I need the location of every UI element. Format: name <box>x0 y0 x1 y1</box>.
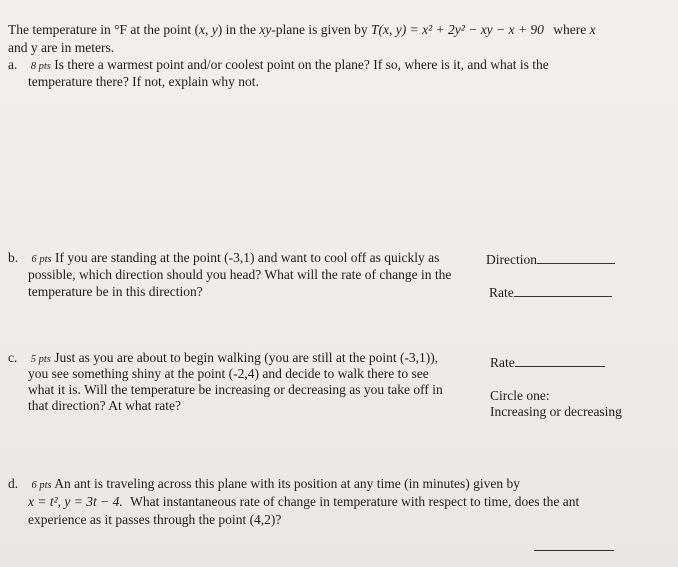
rate-answer-blank-c[interactable] <box>515 365 605 367</box>
part-d-text-1: An ant is traveling across this plane with its position at any time (in minutes) given by <box>54 476 520 491</box>
part-d-line-1 <box>8 476 520 494</box>
intro-where: where <box>553 22 590 37</box>
intro-plane: xy <box>259 22 272 37</box>
intro-line-1 <box>8 22 596 38</box>
part-b-text-1: If you are standing at the point (-3,1) and want to cool off as quickly as <box>55 250 440 265</box>
part-c-line-3: what it is. Will the temperature be increasing or decreasing as you take off in <box>28 382 443 397</box>
part-b-letter: b. <box>8 250 19 265</box>
part-b-line-1 <box>8 250 439 268</box>
rate-answer-b <box>489 285 612 301</box>
rate-label-b: Rate <box>489 285 514 300</box>
part-d-text-2: What instantaneous rate of change in temperature with respect to time, does the ant <box>130 494 580 509</box>
part-c-line-2: you see something shiny at the point (-2,4) and decide to walk there to see <box>28 366 429 381</box>
part-c-line-4: that direction? At what rate? <box>28 398 181 413</box>
part-a-line-1 <box>8 57 549 75</box>
part-d-letter: d. <box>8 476 19 491</box>
part-b-line-3: temperature be in this direction? <box>28 284 203 299</box>
part-a-letter: a. <box>8 57 18 72</box>
temperature-formula: T(x, y) = x² + 2y² − xy − x + 90 <box>371 22 544 37</box>
intro-text-c: -plane is given by <box>271 22 372 37</box>
part-b-line-2: possible, which direction should you head? What will the rate of change in the <box>28 267 452 282</box>
direction-answer-blank[interactable] <box>537 262 615 264</box>
part-a-line-2: temperature there? If not, explain why not. <box>28 74 259 89</box>
circle-one-label: Circle one: <box>490 388 550 403</box>
intro-line-2: and y are in meters. <box>8 40 115 55</box>
part-d-line-3: experience as it passes through the point (4,2)? <box>28 512 282 527</box>
direction-answer <box>486 252 615 268</box>
intro-text-b: ) in the <box>217 22 260 37</box>
rate-answer-blank-b[interactable] <box>514 295 612 297</box>
part-d-line-2 <box>28 494 579 510</box>
part-a-text-1: Is there a warmest point and/or coolest point on the plane? If so, where is it, and what is the <box>54 57 549 72</box>
intro-x-var: x <box>589 22 596 37</box>
intro-text-a: The temperature in °F at the point ( <box>8 22 199 37</box>
ant-position-equation: x = t², y = 3t − 4. <box>28 494 123 509</box>
part-d-answer-blank[interactable] <box>534 550 614 551</box>
part-a-points: 8 pts <box>30 61 51 72</box>
direction-label: Direction <box>486 252 537 267</box>
rate-answer-c <box>490 355 605 371</box>
part-b-points: 6 pts <box>31 254 52 265</box>
part-c-points: 5 pts <box>30 354 51 365</box>
rate-label-c: Rate <box>490 355 515 370</box>
part-c-text-1: Just as you are about to begin walking (you are still at the point (-3,1)), <box>54 350 439 365</box>
part-d-points: 6 pts <box>31 480 52 491</box>
increasing-decreasing-choice[interactable]: Increasing or decreasing <box>490 404 622 419</box>
intro-point: x, y <box>198 22 218 37</box>
part-c-letter: c. <box>8 350 18 365</box>
